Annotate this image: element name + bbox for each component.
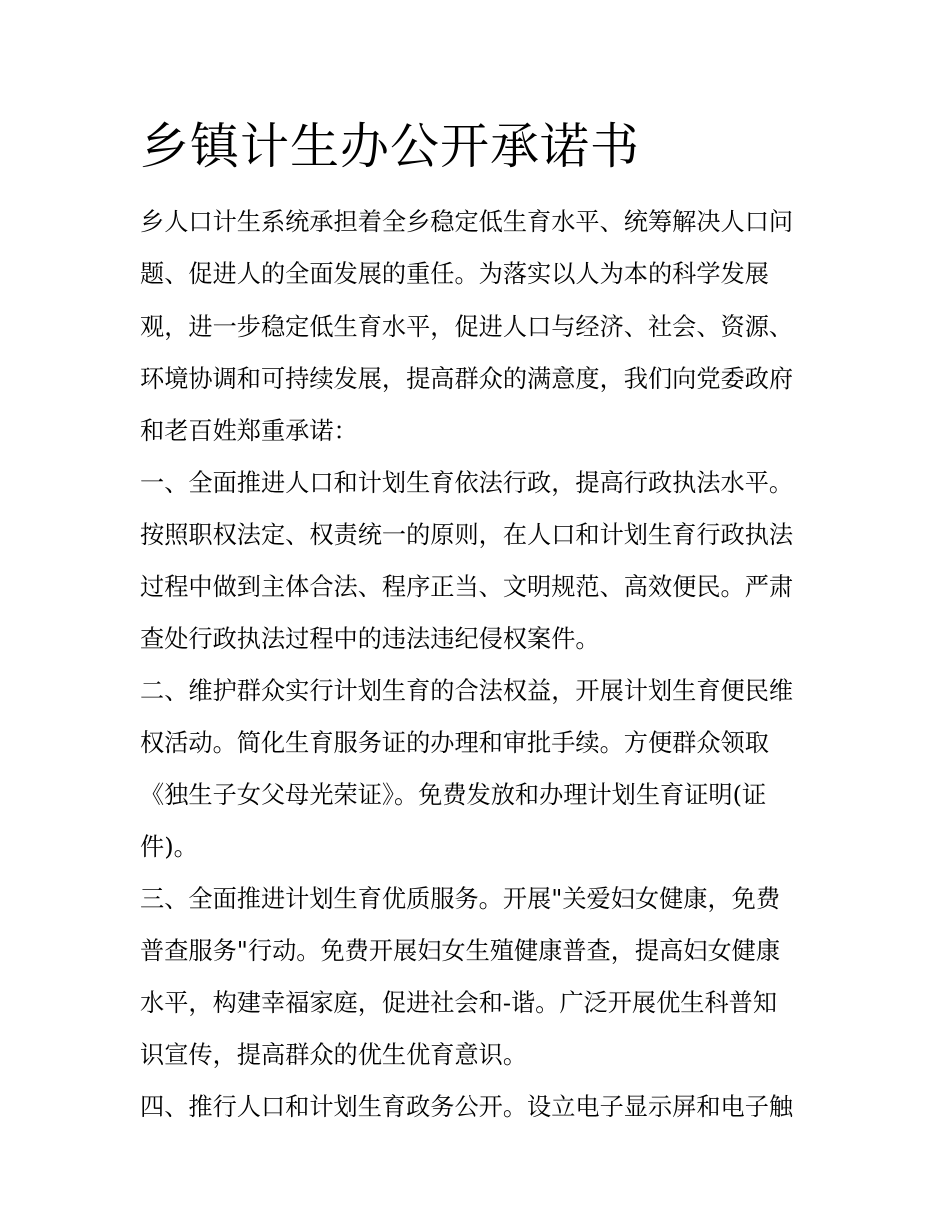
document-line: 环境协调和可持续发展，提高群众的满意度，我们向党委政府 [140, 365, 794, 393]
document-line: 观，进一步稳定低生育水平，促进人口与经济、社会、资源、 [140, 313, 794, 341]
document-line: 件)。 [140, 833, 198, 861]
document-line: 普查服务"行动。免费开展妇女生殖健康普查，提高妇女健康 [140, 937, 781, 965]
document-line: 查处行政执法过程中的违法违纪侵权案件。 [140, 625, 600, 653]
document-line: 一、全面推进人口和计划生育依法行政，提高行政执法水平。 [140, 469, 794, 497]
document-line: 《独生子女父母光荣证》。免费发放和办理计划生育证明(证 [140, 781, 767, 809]
document-line: 按照职权法定、权责统一的原则，在人口和计划生育行政执法 [140, 521, 794, 549]
document-line: 二、维护群众实行计划生育的合法权益，开展计划生育便民维 [140, 677, 794, 705]
document-line: 乡人口计生系统承担着全乡稳定低生育水平、统筹解决人口问 [140, 208, 794, 236]
document-line: 和老百姓郑重承诺： [140, 417, 358, 445]
document-line: 识宣传，提高群众的优生优育意识。 [140, 1041, 528, 1069]
document-line: 四、推行人口和计划生育政务公开。设立电子显示屏和电子触 [140, 1093, 794, 1121]
document-title: 乡镇计生办公开承诺书 [140, 118, 641, 175]
document-line: 权活动。简化生育服务证的办理和审批手续。方便群众领取 [140, 729, 769, 757]
document-line: 题、促进人的全面发展的重任。为落实以人为本的科学发展 [140, 260, 769, 288]
document-line: 过程中做到主体合法、程序正当、文明规范、高效便民。严肃 [140, 573, 794, 601]
document-line: 三、全面推进计划生育优质服务。开展"关爱妇女健康，免费 [140, 885, 781, 913]
document-line: 水平，构建幸福家庭，促进社会和-谐。广泛开展优生科普知 [140, 989, 778, 1017]
